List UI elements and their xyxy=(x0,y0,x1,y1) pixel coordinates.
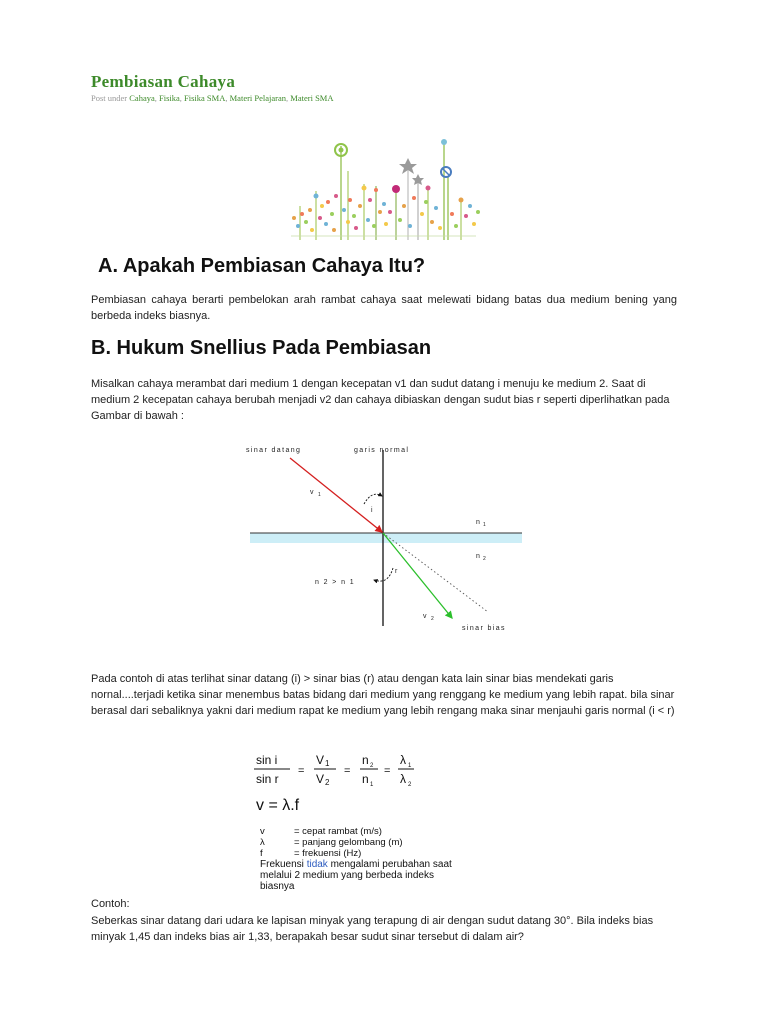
definition-desc-lambda: = panjang gelombang (m) xyxy=(294,837,403,848)
formula-lambda2-sub: 2 xyxy=(408,782,412,788)
paragraph-explanation: Pada contoh di atas terlihat sinar datang (i) > sinar bias (r) atau dengan kata lain sinar bias mendekati garis nornal....terjadi ketika sinar menembus batas bidang dari medium yang renggang ke medium yang lebih rapat. bila sinar berasal dari sebaliknya yakni dari medium rapat ke medium yang lebih rengang maka sinar menjauhi garis normal (i < r) xyxy=(91,673,675,717)
formula-n2: n xyxy=(362,753,369,767)
post-title[interactable]: Pembiasan Cahaya xyxy=(91,72,236,91)
formula-eq-1: = xyxy=(298,765,305,777)
definition-symbol-v: v xyxy=(260,826,265,837)
label-v2: v xyxy=(423,613,428,620)
label-v1-sub: 1 xyxy=(318,492,323,498)
label-angle-r: r xyxy=(395,568,399,575)
label-normal-line: garis normal xyxy=(354,447,410,454)
label-n1-sub: 1 xyxy=(483,522,488,528)
category-link-fisika[interactable]: Fisika xyxy=(159,93,180,103)
label-refracted-ray: sinar bias xyxy=(462,625,506,632)
medium-2-band xyxy=(250,533,522,543)
refracted-ray xyxy=(383,533,452,618)
category-link-materi-sma[interactable]: Materi SMA xyxy=(290,93,334,103)
incident-ray xyxy=(290,458,382,532)
definition-symbol-f: f xyxy=(260,848,263,859)
refraction-diagram xyxy=(240,440,530,636)
post-meta: Post under Cahaya, Fisika, Fisika SMA, Materi Pelajaran, Materi SMA xyxy=(91,93,334,103)
formula-v1: V xyxy=(316,753,325,767)
label-v2-sub: 2 xyxy=(431,616,436,622)
formula-sin-r: sin r xyxy=(256,772,279,786)
definition-desc-v: = cepat rambat (m/s) xyxy=(294,826,382,837)
formula-v1-sub: 1 xyxy=(325,759,330,768)
formula-sin-i: sin i xyxy=(256,753,278,767)
definition-symbol-lambda: λ xyxy=(260,837,265,848)
formula-note-line-3: biasnya xyxy=(260,881,295,892)
label-v1: v xyxy=(310,489,315,496)
formula-lambda2: λ xyxy=(400,772,406,786)
formula-n1-sub: 1 xyxy=(370,782,374,788)
category-link-cahaya[interactable]: Cahaya xyxy=(129,93,155,103)
formula-main: v = λ.f xyxy=(256,797,300,814)
category-link-fisika-sma[interactable]: Fisika SMA xyxy=(184,93,226,103)
label-angle-i: i xyxy=(371,507,374,514)
label-n1: n xyxy=(476,519,482,526)
formula-n1: n xyxy=(362,772,369,786)
category-link-materi-pelajaran[interactable]: Materi Pelajaran xyxy=(229,93,287,103)
heading-section-a: A. Apakah Pembiasan Cahaya Itu? xyxy=(98,255,426,277)
formula-v2: V xyxy=(316,772,325,786)
heading-section-b: B. Hukum Snellius Pada Pembiasan xyxy=(91,337,432,359)
paragraph-snellius: Misalkan cahaya merambat dari medium 1 dengan kecepatan v1 dan sudut datang i menuju ke medium 2. Saat di medium 2 kecepatan cahaya berubah menjadi v2 dan cahaya dibiaskan dengan sudut bias r seperti diperlihatkan pada Gambar di bawah : xyxy=(91,378,670,422)
formula-note-line-2: melalui 2 medium yang berbeda indeks xyxy=(260,870,434,881)
snell-formula-image xyxy=(252,748,532,898)
formula-n2-sub: 2 xyxy=(370,763,374,769)
example-label: Contoh: xyxy=(91,898,130,910)
formula-lambda1-sub: 1 xyxy=(408,763,412,769)
formula-eq-3: = xyxy=(384,765,391,777)
label-n2: n xyxy=(476,553,482,560)
formula-note-line-1: Frekuensi tidak mengalami perubahan saat xyxy=(260,859,452,870)
example-question: Seberkas sinar datang dari udara ke lapisan minyak yang terapung di air dengan sudut datang 30°. Bila indeks bias minyak 1,45 dan indeks bias air 1,33, berapakah besar sudut sinar tersebut di dalam air? xyxy=(91,915,654,943)
angle-i-arc xyxy=(364,494,382,504)
definition-desc-f: = frekuensi (Hz) xyxy=(294,848,362,859)
post-meta-prefix: Post under xyxy=(91,93,128,103)
formula-eq-2: = xyxy=(344,765,351,777)
decorative-flowers-illustration xyxy=(286,126,482,240)
formula-lambda1: λ xyxy=(400,753,406,767)
label-incident-ray: sinar datang xyxy=(246,447,302,454)
paragraph-definition: Pembiasan cahaya berarti pembelokan arah rambat cahaya saat melewati bidang batas dua medium bening yang berbeda indeks biasnya. xyxy=(91,294,677,322)
label-condition: n 2 > n 1 xyxy=(315,579,356,586)
label-n2-sub: 2 xyxy=(483,556,488,562)
extended-ray xyxy=(383,533,488,612)
formula-v2-sub: 2 xyxy=(325,778,330,787)
